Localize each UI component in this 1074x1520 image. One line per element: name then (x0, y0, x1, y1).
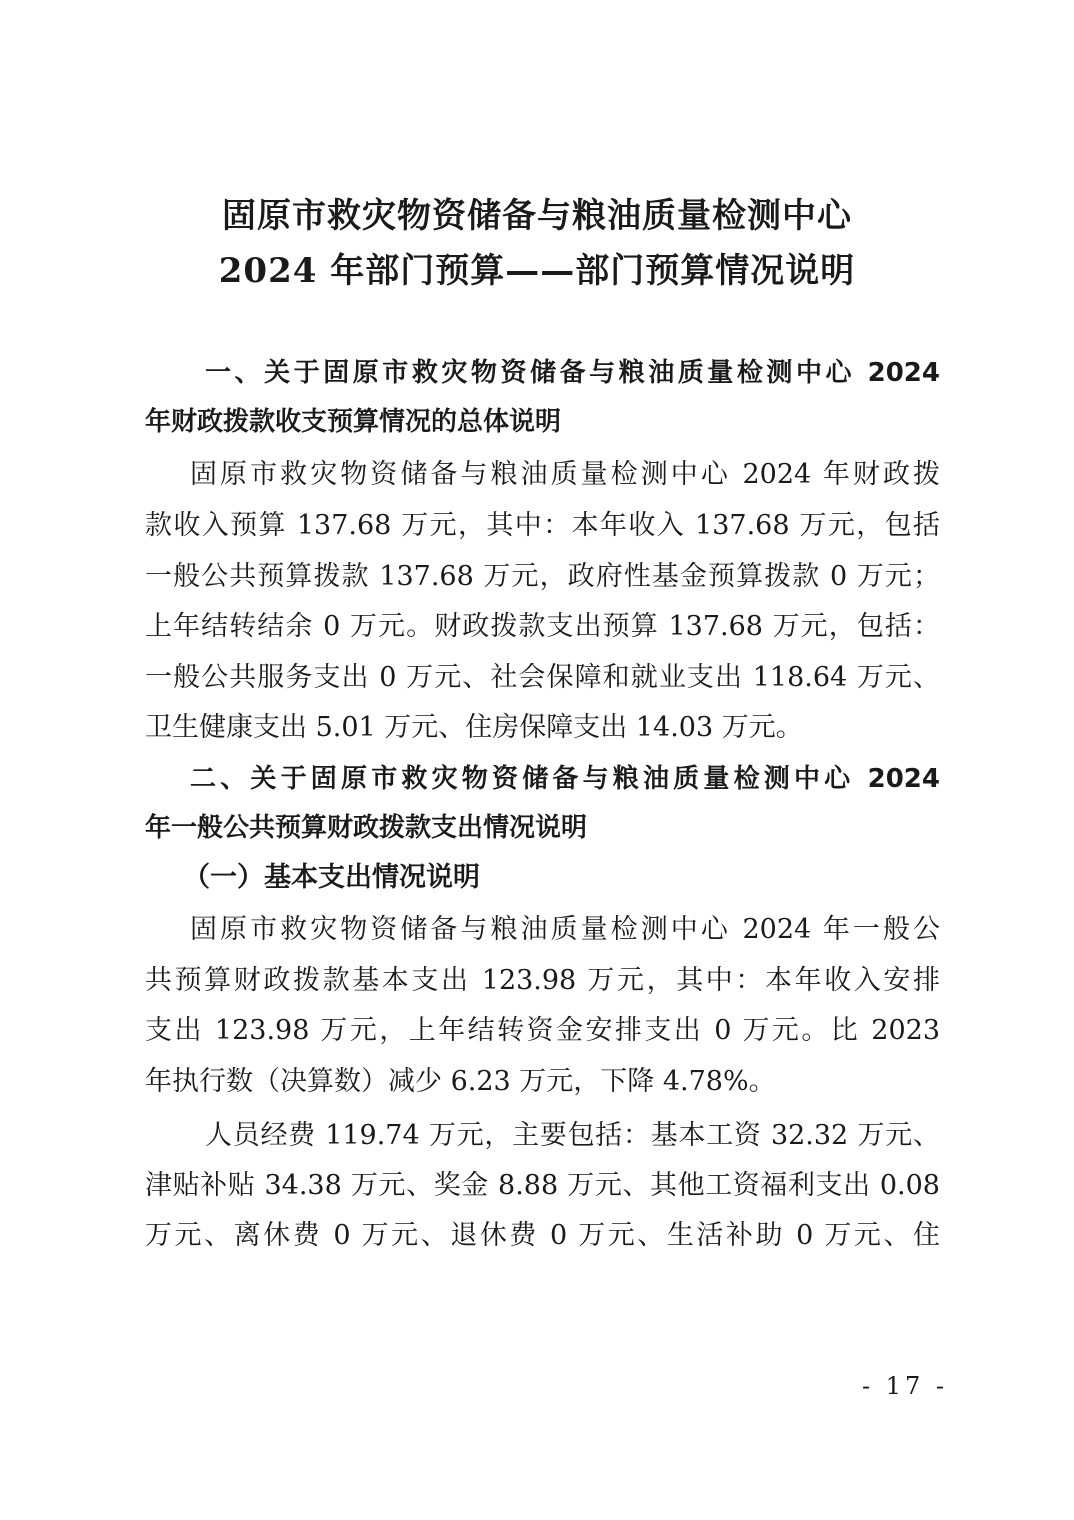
section-2-heading-line-2: 年一般公共预算财政拨款支出情况说明 (145, 813, 588, 843)
paragraph-2-line-1: 固原市救灾物资储备与粮油质量检测中心 2024 年一般公 (190, 914, 940, 945)
paragraph-1-line-2: 款收入预算 137.68 万元，其中：本年收入 137.68 万元，包括 (145, 510, 940, 541)
section-2-heading-line-1: 二、关于固原市救灾物资储备与粮油质量检测中心 2024 (190, 764, 940, 794)
section-1-heading-line-2: 年财政拨款收支预算情况的总体说明 (145, 407, 562, 437)
subsection-heading: （一）基本支出情况说明 (183, 862, 480, 893)
paragraph-1-line-5: 一般公共服务支出 0 万元、社会保障和就业支出 118.64 万元、 (145, 662, 940, 693)
paragraph-3-line-3: 万元、离休费 0 万元、退休费 0 万元、生活补助 0 万元、住 (145, 1220, 940, 1251)
paragraph-1-line-1: 固原市救灾物资储备与粮油质量检测中心 2024 年财政拨 (190, 459, 940, 490)
paragraph-2-line-2: 共预算财政拨款基本支出 123.98 万元，其中：本年收入安排 (145, 965, 940, 996)
paragraph-1-line-6: 卫生健康支出 5.01 万元、住房保障支出 14.03 万元。 (145, 712, 803, 743)
paragraph-2-line-4: 年执行数（决算数）减少 6.23 万元，下降 4.78%。 (145, 1066, 776, 1097)
paragraph-3-line-1: 人员经费 119.74 万元，主要包括：基本工资 32.32 万元、 (205, 1120, 940, 1151)
paragraph-1-line-3: 一般公共预算拨款 137.68 万元，政府性基金预算拨款 0 万元； (145, 561, 940, 592)
paragraph-3-line-2: 津贴补贴 34.38 万元、奖金 8.88 万元、其他工资福利支出 0.08 (145, 1170, 940, 1201)
paragraph-1-line-4: 上年结转结余 0 万元。财政拨款支出预算 137.68 万元，包括： (145, 611, 940, 642)
document-title-line-1: 固原市救灾物资储备与粮油质量检测中心 (222, 196, 852, 236)
document-title-line-2: 2024 年部门预算——部门预算情况说明 (218, 251, 856, 291)
paragraph-2-line-3: 支出 123.98 万元，上年结转资金安排支出 0 万元。比 2023 (145, 1015, 940, 1046)
page-number: - 17 - (861, 1372, 948, 1400)
section-1-heading-line-1: 一、关于固原市救灾物资储备与粮油质量检测中心 2024 (205, 358, 940, 388)
